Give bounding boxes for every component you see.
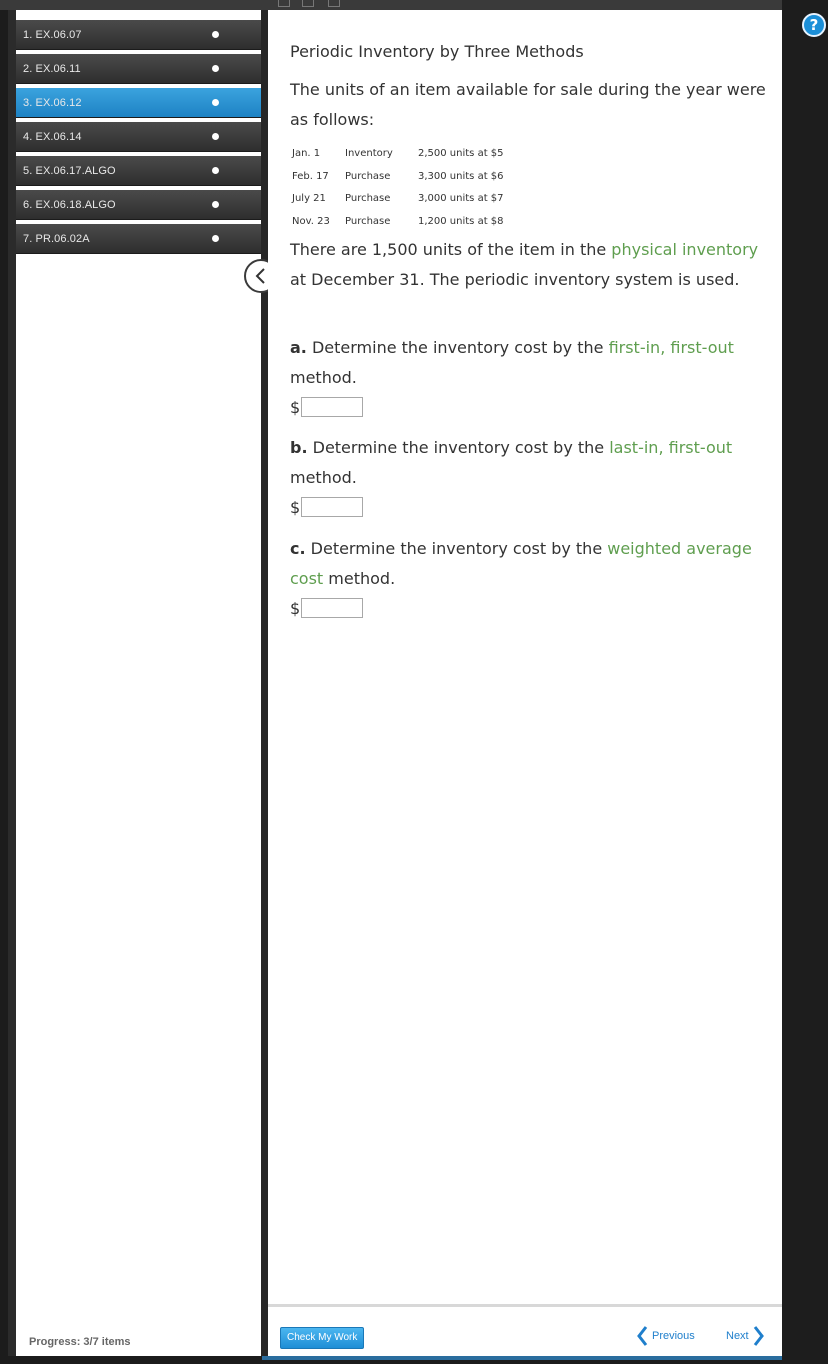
panel-splitter[interactable] bbox=[261, 10, 268, 1356]
part-letter: b. bbox=[290, 438, 308, 457]
sidebar-item-pr-06-02a[interactable] bbox=[16, 224, 268, 254]
row-detail: 3,300 units at $6 bbox=[418, 170, 504, 182]
row-date: Jan. 1 bbox=[292, 147, 321, 159]
chevron-left-icon bbox=[253, 267, 269, 285]
weighted-average-link[interactable]: weighted average cost bbox=[290, 539, 752, 588]
part-a-question bbox=[290, 333, 776, 393]
row-detail: 1,200 units at $8 bbox=[418, 215, 504, 227]
lifo-cost-input[interactable] bbox=[301, 497, 363, 517]
part-c-question bbox=[290, 534, 776, 594]
part-text: method. bbox=[323, 569, 396, 588]
lifo-link[interactable]: last-in, first-out bbox=[609, 438, 733, 457]
row-date: Feb. 17 bbox=[292, 170, 329, 182]
status-dot-icon bbox=[212, 133, 219, 140]
assignment-sidebar bbox=[8, 10, 262, 1356]
volume-icon[interactable] bbox=[278, 0, 290, 7]
part-letter: a. bbox=[290, 338, 307, 357]
currency-symbol: $ bbox=[290, 598, 301, 618]
bottom-accent-bar bbox=[262, 1356, 782, 1360]
fifo-link[interactable]: first-in, first-out bbox=[608, 338, 734, 357]
menu-icon[interactable] bbox=[302, 0, 314, 7]
part-text: method. bbox=[290, 468, 357, 487]
sidebar-item-ex-06-18-algo[interactable] bbox=[16, 190, 268, 220]
help-icon[interactable]: ? bbox=[802, 13, 826, 37]
row-type: Purchase bbox=[345, 215, 391, 227]
part-text: method. bbox=[290, 368, 357, 387]
part-c-answer bbox=[290, 598, 363, 618]
part-letter: c. bbox=[290, 539, 306, 558]
check-my-work-button[interactable]: Check My Work bbox=[280, 1327, 364, 1349]
previous-label: Previous bbox=[652, 1330, 695, 1342]
physical-inventory-link[interactable]: physical inventory bbox=[611, 240, 759, 259]
weighted-average-cost-input[interactable] bbox=[301, 598, 363, 618]
status-dot-icon bbox=[212, 65, 219, 72]
chevron-left-icon bbox=[636, 1325, 648, 1347]
previous-button[interactable] bbox=[636, 1325, 695, 1347]
footer-bar bbox=[268, 1304, 782, 1356]
status-dot-icon bbox=[212, 235, 219, 242]
sidebar-item-label: 2. EX.06.11 bbox=[23, 63, 81, 75]
table-row bbox=[292, 187, 504, 210]
sidebar-item-ex-06-11[interactable] bbox=[16, 54, 268, 84]
chevron-right-icon bbox=[753, 1325, 765, 1347]
problem-panel bbox=[268, 10, 782, 1304]
part-text: Determine the inventory cost by the bbox=[305, 539, 608, 558]
row-type: Purchase bbox=[345, 170, 391, 182]
sidebar-item-label: 3. EX.06.12 bbox=[23, 97, 82, 109]
part-b-question bbox=[290, 433, 776, 493]
sidebar-item-ex-06-07[interactable] bbox=[16, 20, 268, 50]
part-text: Determine the inventory cost by the bbox=[306, 338, 609, 357]
print-icon[interactable] bbox=[328, 0, 340, 7]
table-row bbox=[292, 210, 504, 233]
statement-text: There are 1,500 units of the item in the bbox=[290, 240, 612, 259]
row-type: Inventory bbox=[345, 147, 393, 159]
problem-intro: The units of an item available for sale during the year were as follows: bbox=[290, 80, 766, 129]
sidebar-item-ex-06-14[interactable] bbox=[16, 122, 268, 152]
sidebar-item-label: 5. EX.06.17.ALGO bbox=[23, 165, 116, 177]
sidebar-item-label: 6. EX.06.18.ALGO bbox=[23, 199, 116, 211]
row-date: Nov. 23 bbox=[292, 215, 330, 227]
row-type: Purchase bbox=[345, 193, 391, 205]
next-button[interactable] bbox=[726, 1325, 765, 1347]
row-date: July 21 bbox=[292, 193, 326, 205]
status-dot-icon bbox=[212, 201, 219, 208]
help-strip bbox=[782, 0, 828, 1364]
part-text: Determine the inventory cost by the bbox=[307, 438, 610, 457]
inventory-table bbox=[292, 142, 504, 233]
progress-text: Progress: 3/7 items bbox=[29, 1336, 131, 1348]
currency-symbol: $ bbox=[290, 397, 301, 417]
status-dot-icon bbox=[212, 99, 219, 106]
row-detail: 2,500 units at $5 bbox=[418, 147, 504, 159]
part-b-answer bbox=[290, 497, 363, 517]
row-detail: 3,000 units at $7 bbox=[418, 193, 504, 205]
page-title: Periodic Inventory by Three Methods bbox=[290, 42, 584, 61]
sidebar-item-label: 7. PR.06.02A bbox=[23, 233, 90, 245]
inventory-statement bbox=[290, 235, 776, 295]
fifo-cost-input[interactable] bbox=[301, 397, 363, 417]
part-a-answer bbox=[290, 397, 363, 417]
sidebar-item-label: 4. EX.06.14 bbox=[23, 131, 82, 143]
table-row bbox=[292, 142, 504, 165]
table-row bbox=[292, 165, 504, 188]
status-dot-icon bbox=[212, 31, 219, 38]
statement-text: at December 31. The periodic inventory system is used. bbox=[290, 270, 740, 289]
sidebar-item-ex-06-17-algo[interactable] bbox=[16, 156, 268, 186]
sidebar-item-ex-06-12[interactable] bbox=[16, 88, 268, 118]
status-dot-icon bbox=[212, 167, 219, 174]
sidebar-item-label: 1. EX.06.07 bbox=[23, 29, 82, 41]
top-toolbar bbox=[0, 0, 828, 10]
currency-symbol: $ bbox=[290, 497, 301, 517]
next-label: Next bbox=[726, 1330, 749, 1342]
